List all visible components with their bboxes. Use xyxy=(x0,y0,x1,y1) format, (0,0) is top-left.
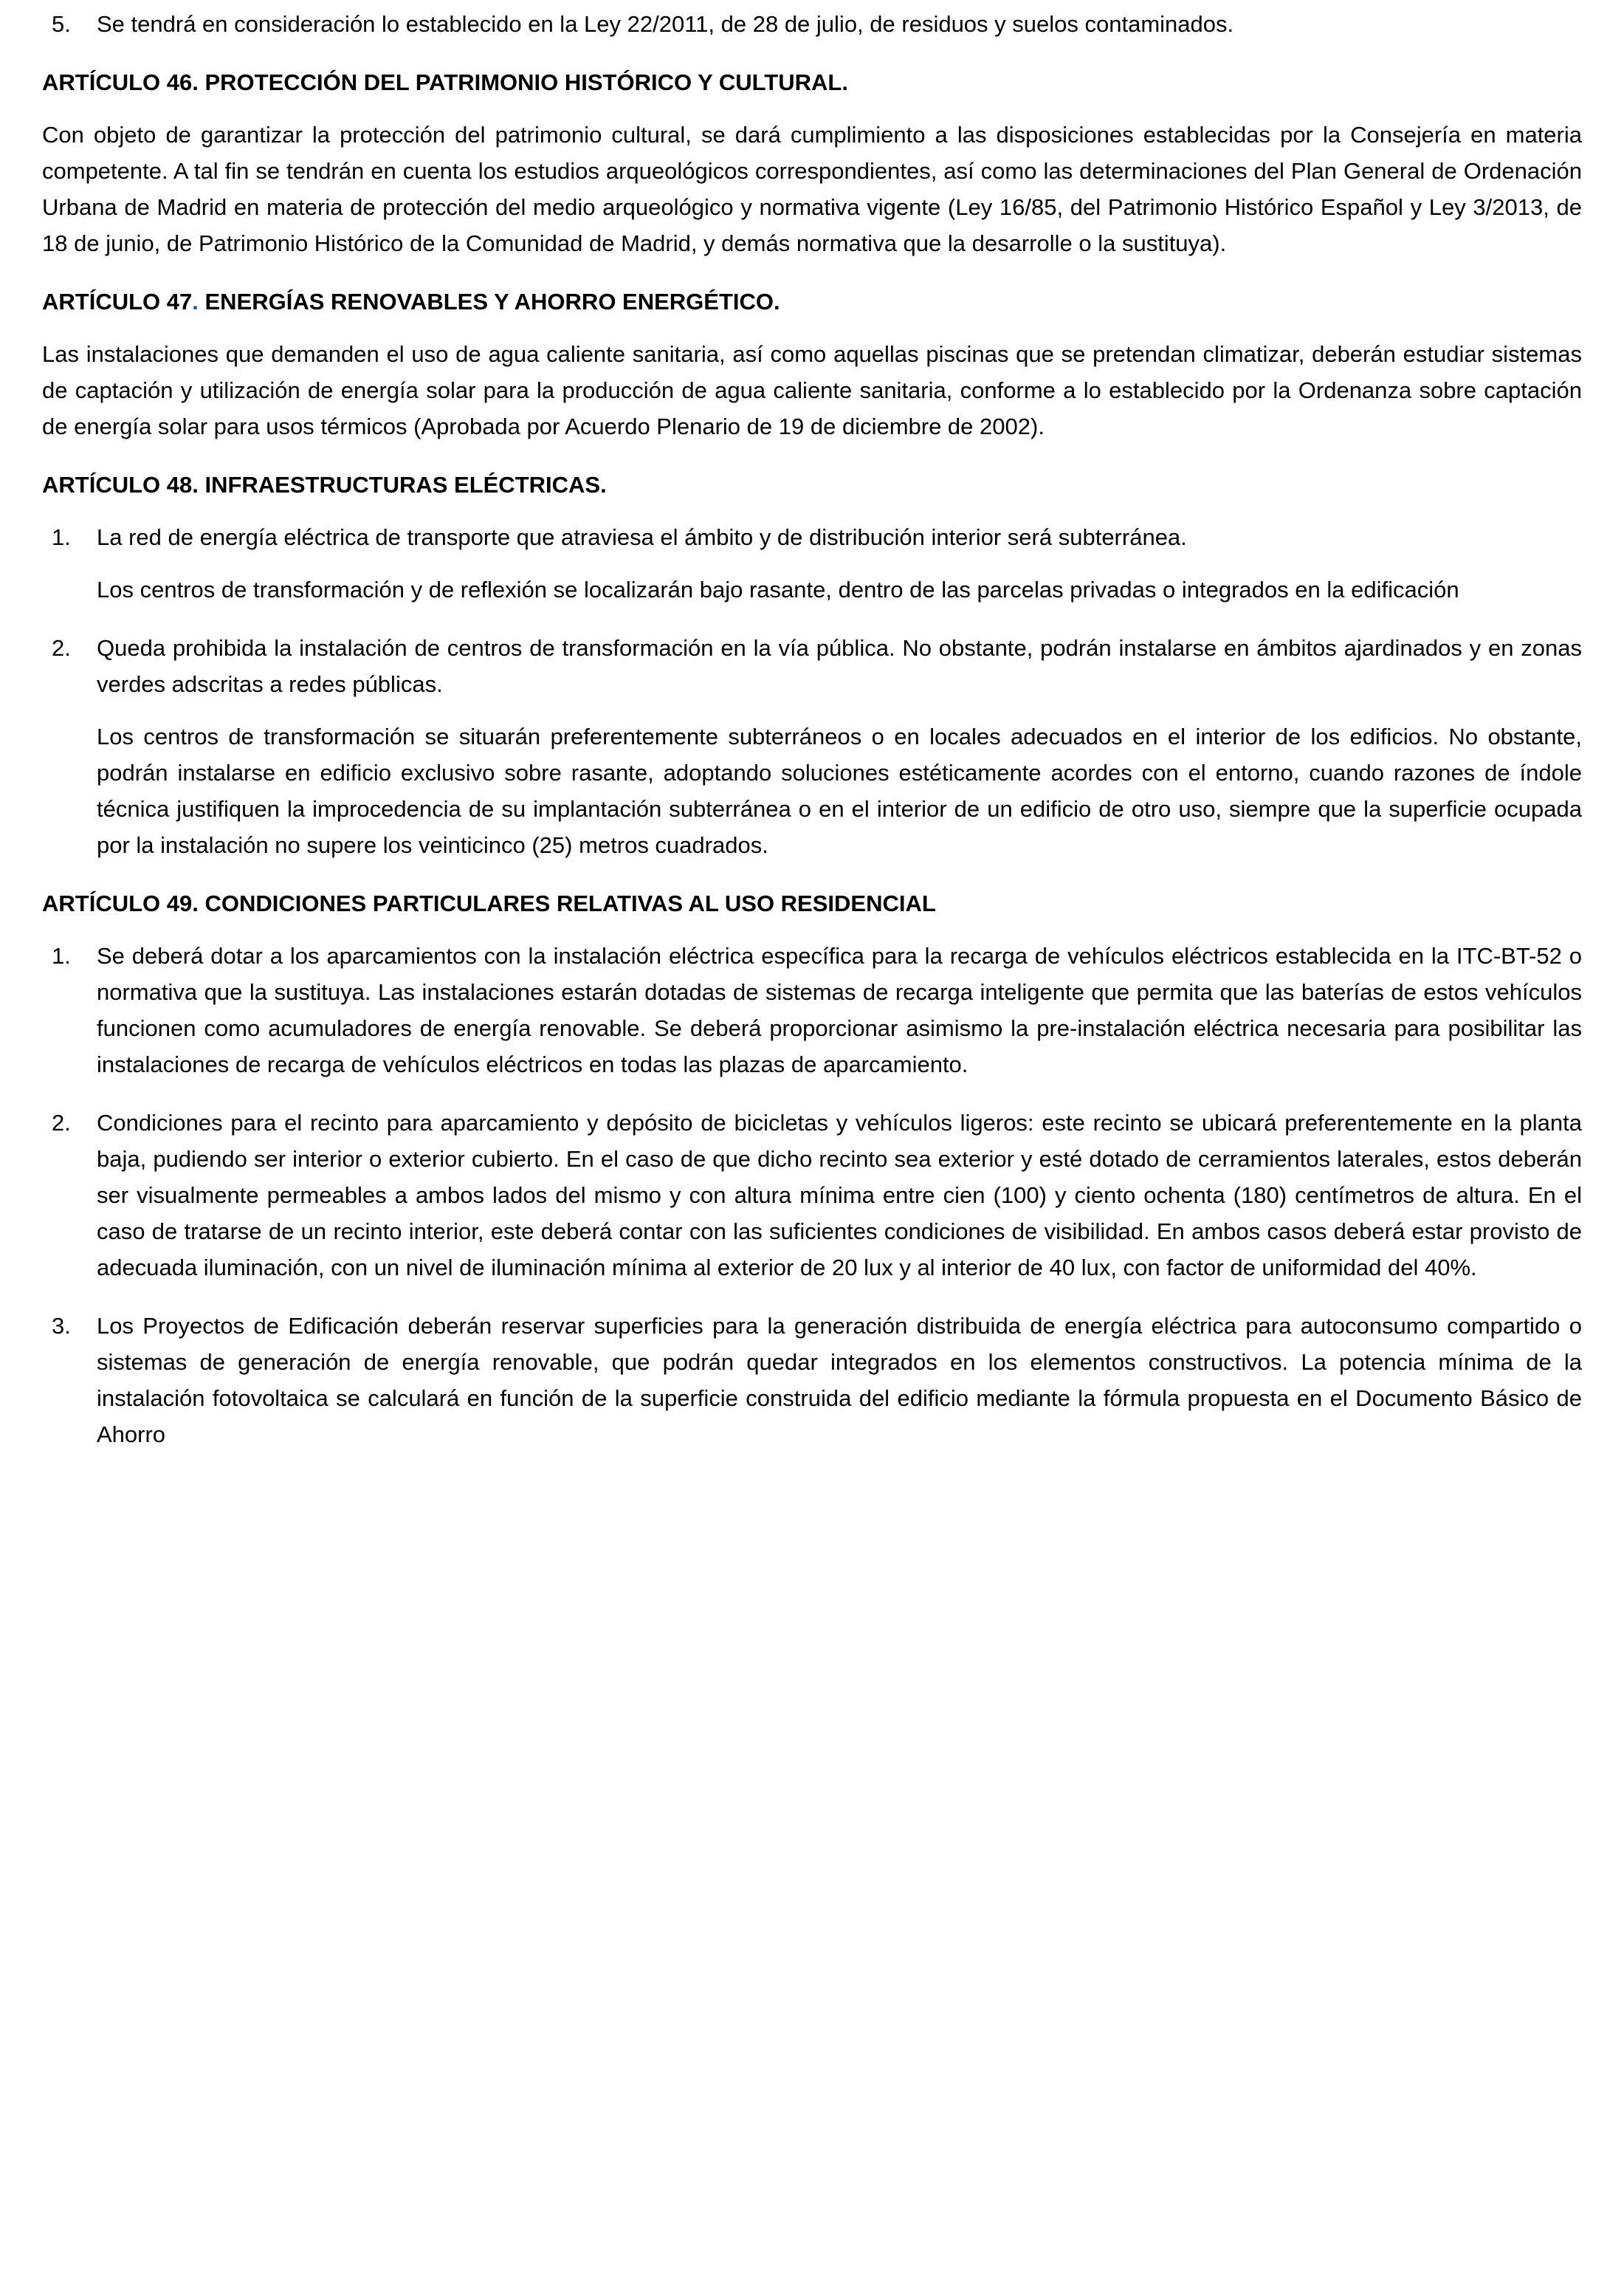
article-49-item-2 xyxy=(42,1105,1582,1286)
list-item-body xyxy=(97,1105,1582,1286)
list-number: 3. xyxy=(52,1313,71,1339)
list-number: 2. xyxy=(52,635,71,661)
article-47-heading-dot: . xyxy=(192,289,199,315)
list-item-body xyxy=(97,938,1582,1082)
article-46-heading: ARTÍCULO 46. PROTECCIÓN DEL PATRIMONIO HISTÓRICO Y CULTURAL. xyxy=(42,69,848,95)
article-48-item-2 xyxy=(42,630,1582,863)
list-item-body xyxy=(97,519,1582,608)
list-item-paragraph: Condiciones para el recinto para aparcamiento y depósito de bicicletas y vehículos ligeros: este recinto se ubicará preferentemente en la planta baja, pudiendo ser interior o exterior cubierto. En el caso de que dicho recinto sea exterior y esté dotado de cerramientos laterales, estos deberán ser visualmente permeables a ambos lados del mismo y con altura mínima entre cien (100) y ciento ochenta (180) centímetros de altura. En el caso de tratarse de un recinto interior, este deberá contar con las suficientes condiciones de visibilidad. En ambos casos deberá estar provisto de adecuada iluminación, con un nivel de iluminación mínima al exterior de 20 lux y al interior de 40 lux, con factor de uniformidad del 40%. xyxy=(97,1110,1582,1280)
list-item-body xyxy=(97,6,1582,42)
article-47-heading-number: ARTÍCULO 47 xyxy=(42,289,193,315)
list-number: 1. xyxy=(52,524,71,550)
list-number: 1. xyxy=(52,943,71,969)
list-item-5 xyxy=(42,6,1582,42)
list-item-text: Se tendrá en consideración lo establecido en la Ley 22/2011, de 28 de julio, de residuos y suelos contaminados. xyxy=(97,11,1234,37)
list-item-paragraph: La red de energía eléctrica de transporte que atraviesa el ámbito y de distribución interior será subterránea. xyxy=(97,524,1187,550)
article-48-heading: ARTÍCULO 48. INFRAESTRUCTURAS ELÉCTRICAS. xyxy=(42,472,607,498)
list-item-paragraph: Se deberá dotar a los aparcamientos con la instalación eléctrica específica para la recarga de vehículos eléctricos establecida en la ITC-BT-52 o normativa que la sustituya. Las instalaciones estarán dotadas de sistemas de recarga inteligente que permita que las baterías de estos vehículos funcionen como acumuladores de energía renovable. Se deberá proporcionar asimismo la pre-instalación eléctrica necesaria para posibilitar las instalaciones de recarga de vehículos eléctricos en todas las plazas de aparcamiento. xyxy=(97,943,1582,1077)
list-item-paragraph: Queda prohibida la instalación de centros de transformación en la vía pública. No obstante, podrán instalarse en ámbitos ajardinados y en zonas verdes adscritas a redes públicas. xyxy=(97,635,1582,697)
article-49-heading: ARTÍCULO 49. CONDICIONES PARTICULARES RELATIVAS AL USO RESIDENCIAL xyxy=(42,891,936,916)
article-47-heading xyxy=(42,284,1582,320)
article-49-item-3 xyxy=(42,1308,1582,1452)
list-item-paragraph: Los centros de transformación se situarán preferentemente subterráneos o en locales adecuados en el interior de los edificios. No obstante, podrán instalarse en edificio exclusivo sobre rasante, adoptando soluciones estéticamente acordes con el entorno, cuando razones de índole técnica justifiquen la improcedencia de su implantación subterránea o en el interior de un edificio de otro uso, siempre que la superficie ocupada por la instalación no supere los veinticinco (25) metros cuadrados. xyxy=(97,724,1582,858)
article-48-item-1 xyxy=(42,519,1582,608)
list-number: 2. xyxy=(52,1110,71,1136)
article-47-heading-title: ENERGÍAS RENOVABLES Y AHORRO ENERGÉTICO. xyxy=(198,289,780,315)
article-49-item-1 xyxy=(42,938,1582,1082)
list-number: 5. xyxy=(52,11,71,37)
list-item-paragraph: Los centros de transformación y de reflexión se localizarán bajo rasante, dentro de las parcelas privadas o integrados en la edificación xyxy=(97,577,1459,603)
list-item-paragraph: Los Proyectos de Edificación deberán reservar superficies para la generación distribuida de energía eléctrica para autoconsumo compartido o sistemas de generación de energía renovable, que podrán quedar integrados en los elementos constructivos. La potencia mínima de la instalación fotovoltaica se calculará en función de la superficie construida del edificio mediante la fórmula propuesta en el Documento Básico de Ahorro xyxy=(97,1313,1582,1447)
list-item-body xyxy=(97,1308,1582,1452)
list-item-body xyxy=(97,630,1582,863)
article-46-paragraph: Con objeto de garantizar la protección del patrimonio cultural, se dará cumplimiento a las disposiciones establecidas por la Consejería en materia competente. A tal fin se tendrán en cuenta los estudios arqueológicos correspondientes, así como las determinaciones del Plan General de Ordenación Urbana de Madrid en materia de protección del medio arqueológico y normativa vigente (Ley 16/85, del Patrimonio Histórico Español y Ley 3/2013, de 18 de junio, de Patrimonio Histórico de la Comunidad de Madrid, y demás normativa que la desarrolle o la sustituya). xyxy=(42,122,1582,256)
article-47-paragraph: Las instalaciones que demanden el uso de agua caliente sanitaria, así como aquellas piscinas que se pretendan climatizar, deberán estudiar sistemas de captación y utilización de energía solar para la producción de agua caliente sanitaria, conforme a lo establecido por la Ordenanza sobre captación de energía solar para usos térmicos (Aprobada por Acuerdo Plenario de 19 de diciembre de 2002). xyxy=(42,341,1582,439)
